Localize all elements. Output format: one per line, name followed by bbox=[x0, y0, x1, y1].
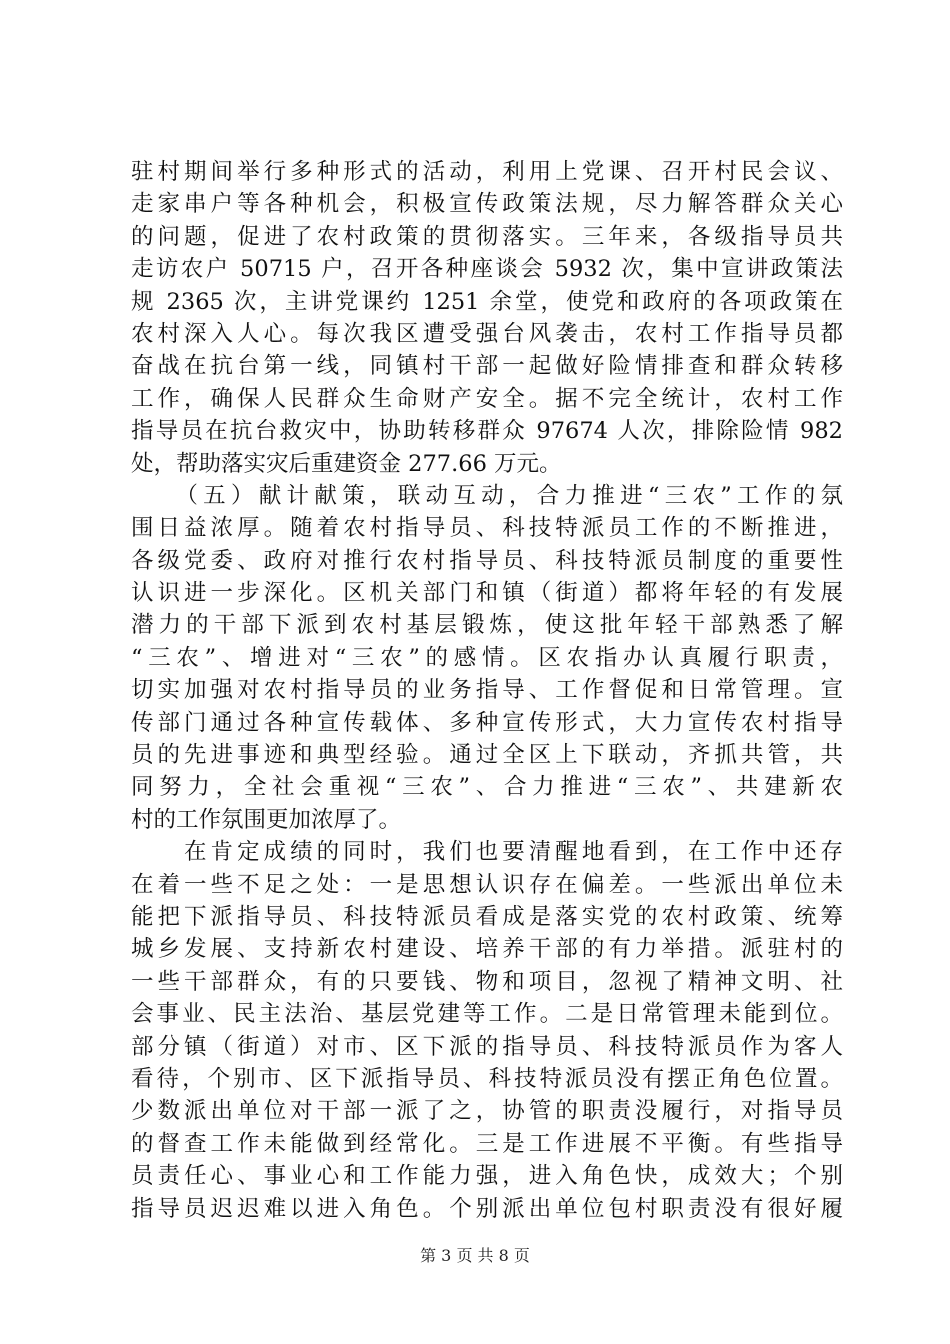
text-line: 城乡发展、支持新农村建设、培养干部的有力举措。派驻村的 bbox=[131, 936, 843, 963]
text-line: 走家串户等各种机会，积极宣传政策法规，尽力解答群众关心 bbox=[131, 191, 843, 218]
text-line: “三农”、增进对“三农”的感情。区农指办认真履行职责， bbox=[131, 644, 843, 671]
text-line: 切实加强对农村指导员的业务指导、工作督促和日常管理。宣 bbox=[131, 677, 843, 704]
text-line: 规 2365 次，主讲党课约 1251 余堂，使党和政府的各项政策在 bbox=[131, 288, 843, 315]
text-line: 少数派出单位对干部一派了之，协管的职责没履行，对指导员 bbox=[131, 1098, 843, 1125]
text-line: 指导员迟迟难以进入角色。个别派出单位包村职责没有很好履 bbox=[131, 1195, 843, 1222]
text-line: 工作，确保人民群众生命财产安全。据不完全统计，农村工作 bbox=[131, 385, 843, 412]
text-line: 的问题，促进了农村政策的贯彻落实。三年来，各级指导员共 bbox=[131, 223, 843, 250]
text-line: 处，帮助落实灾后重建资金 277.66 万元。 bbox=[131, 450, 562, 477]
text-line: 一些干部群众，有的只要钱、物和项目，忽视了精神文明、社 bbox=[131, 968, 843, 995]
text-line: 奋战在抗台第一线，同镇村干部一起做好险情排查和群众转移 bbox=[131, 353, 843, 380]
text-line: 在着一些不足之处：一是思想认识存在偏差。一些派出单位未 bbox=[131, 871, 843, 898]
text-line: 看待，个别市、区下派指导员、科技特派员没有摆正角色位置。 bbox=[131, 1065, 843, 1092]
text-line: 同努力，全社会重视“三农”、合力推进“三农”、共建新农 bbox=[131, 774, 843, 801]
text-line: 潜力的干部下派到农村基层锻炼，使这批年轻干部熟悉了解 bbox=[131, 612, 843, 639]
text-line: 在肯定成绩的同时，我们也要清醒地看到，在工作中还存 bbox=[131, 839, 843, 866]
text-line: 农村深入人心。每次我区遭受强台风袭击，农村工作指导员都 bbox=[131, 320, 843, 347]
text-line: 走访农户 50715 户，召开各种座谈会 5932 次，集中宣讲政策法 bbox=[131, 256, 843, 283]
text-line: 会事业、民主法治、基层党建等工作。二是日常管理未能到位。 bbox=[131, 1001, 843, 1028]
text-line: （五）献计献策，联动互动，合力推进“三农”工作的氛 bbox=[131, 482, 843, 509]
body-text bbox=[131, 156, 843, 1225]
page-footer: 第 3 页 共 8 页 bbox=[420, 1246, 530, 1265]
text-line: 各级党委、政府对推行农村指导员、科技特派员制度的重要性 bbox=[131, 547, 843, 574]
text-line: 的督查工作未能做到经常化。三是工作进展不平衡。有些指导 bbox=[131, 1130, 843, 1157]
text-line: 围日益浓厚。随着农村指导员、科技特派员工作的不断推进， bbox=[131, 515, 843, 542]
text-line: 员责任心、事业心和工作能力强，进入角色快，成效大；个别 bbox=[131, 1163, 843, 1190]
text-line: 村的工作氛围更加浓厚了。 bbox=[131, 806, 402, 833]
text-line: 驻村期间举行多种形式的活动，利用上党课、召开村民会议、 bbox=[131, 159, 843, 185]
text-line: 传部门通过各种宣传载体、多种宣传形式，大力宣传农村指导 bbox=[131, 709, 843, 736]
text-line: 能把下派指导员、科技特派员看成是落实党的农村政策、统筹 bbox=[131, 903, 843, 930]
text-line: 指导员在抗台救灾中，协助转移群众 97674 人次，排除险情 982 bbox=[131, 418, 843, 445]
text-line: 认识进一步深化。区机关部门和镇（街道）都将年轻的有发展 bbox=[131, 580, 843, 607]
text-line: 员的先进事迹和典型经验。通过全区上下联动，齐抓共管，共 bbox=[131, 742, 843, 769]
text-line: 部分镇（街道）对市、区下派的指导员、科技特派员作为客人 bbox=[131, 1033, 843, 1060]
